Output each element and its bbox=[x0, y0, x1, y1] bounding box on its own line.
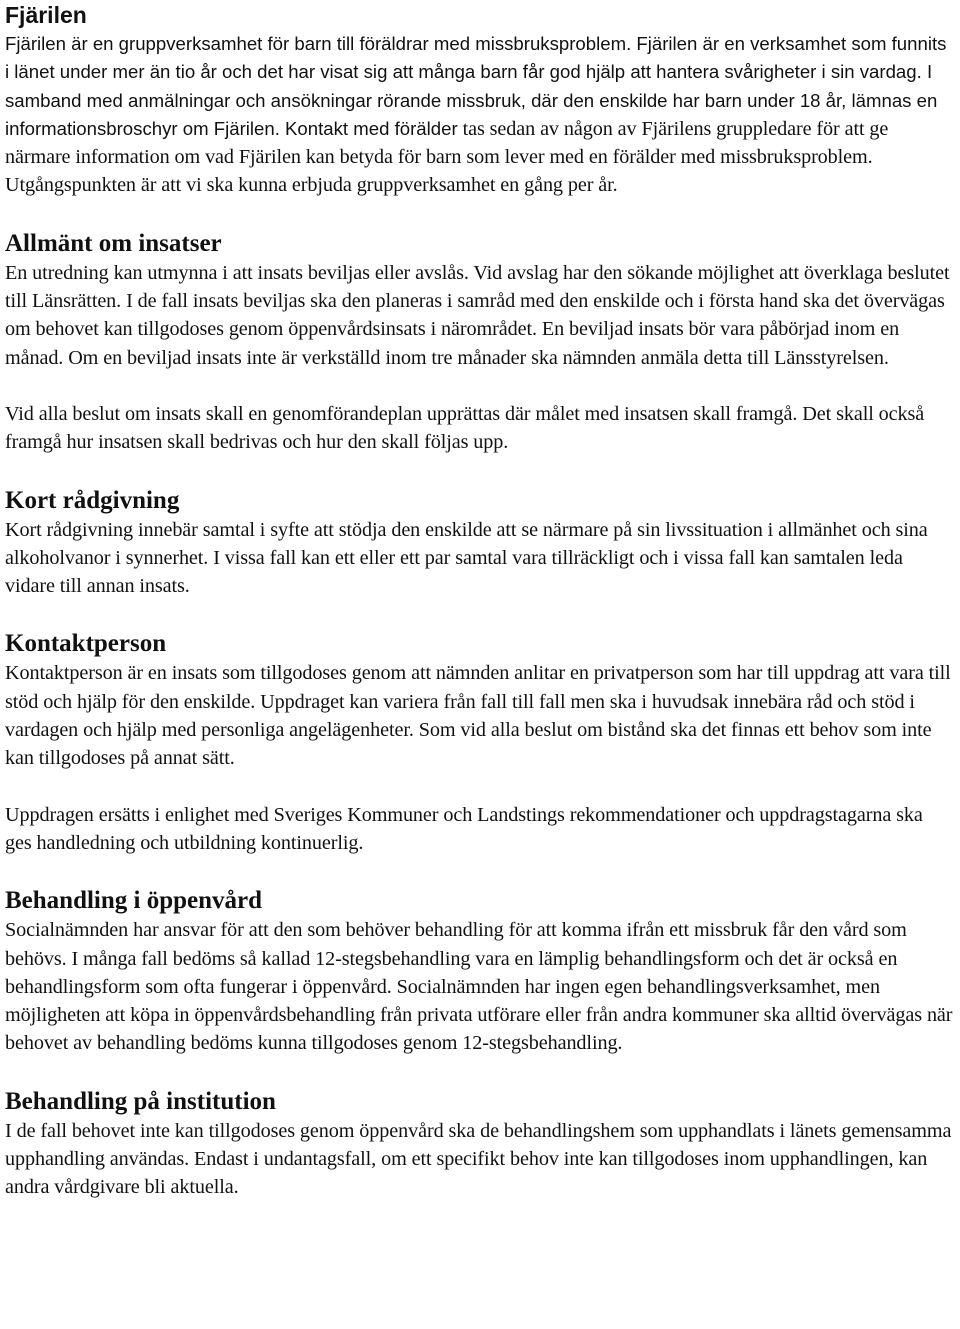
section-title-behandling-institution: Behandling på institution bbox=[5, 1087, 276, 1115]
section-fjarilen bbox=[5, 0, 954, 200]
section-allmant-om-insatser bbox=[5, 229, 954, 457]
paragraph-behandling-oppenvard: Socialnämnden har ansvar för att den som behöver behandling för att komma ifrån ett missbruk får den vård som behövs. I många fall bedöms så kallad 12-stegsbehandling vara en lämplig behandlingsform och det är också en behandlingsform som ofta fungerar i öppenvård. Socialnämnden har ingen egen behandlingsverksamhet, men möjligheten att köpa in öppenvårdsbehandling från privata utförare eller från andra kommuner ska alltid övervägas när behovet av behandling bedöms kunna tillgodoses genom 12-stegsbehandling. bbox=[5, 919, 953, 1055]
section-title-behandling-oppenvard: Behandling i öppenvård bbox=[5, 887, 263, 915]
paragraph-fjarilen bbox=[5, 30, 954, 200]
paragraph-kontaktperson-1: Kontaktperson är en insats som tillgodoses genom att nämnden anlitar en privatperson som har till uppdrag att vara till stöd och hjälp för den enskilde. Uppdraget kan variera från fall till fall men ska i huvudsak innebära råd och stöd i vardagen och hjälp med personliga angelägenheter. Som vid alla beslut om bistånd ska det finnas ett behov som inte kan tillgodoses på annat sätt. bbox=[5, 662, 951, 770]
paragraph-behandling-institution: I de fall behovet inte kan tillgodoses genom öppenvård ska de behandlingshem som upphandlats i länets gemensamma upphandling användas. Endast i undantagsfall, om ett specifikt behov inte kan tillgodoses inom upphandlingen, kan andra vårdgivare bli aktuella. bbox=[5, 1119, 952, 1199]
section-kontaktperson bbox=[5, 629, 954, 857]
paragraph-fjarilen-serif-part: tas sedan av någon av Fjärilens gruppledare för att ge närmare information om vad Fjärilen kan betyda för barn som lever med en förälder med missbruksproblem. Utgångspunkten är att vi ska kunna erbjuda gruppverksamhet en gång per år. bbox=[5, 117, 889, 197]
section-behandling-oppenvard bbox=[5, 886, 954, 1057]
section-title-kontaktperson: Kontaktperson bbox=[5, 630, 167, 658]
section-title-fjarilen: Fjärilen bbox=[5, 2, 87, 28]
section-kort-radgivning bbox=[5, 486, 954, 601]
paragraph-fjarilen-sans-part: Fjärilen är en gruppverksamhet för barn till föräldrar med missbruksproblem. Fjärilen är en verksamhet som funnits i länet under mer än tio år och det har visat sig att många barn får god hjälp att hantera svårigheter i sin vardag. I samband med anmälningar och ansökningar rörande missbruk, där den enskilde har barn under 18 år, lämnas en informationsbroschyr om Fjärilen. Kontakt med förälder bbox=[5, 33, 947, 139]
section-behandling-institution bbox=[5, 1087, 954, 1202]
paragraph-allmant-1: En utredning kan utmynna i att insats beviljas eller avslås. Vid avslag har den sökande möjlighet att överklaga beslutet till Länsrätten. I de fall insats beviljas ska den planeras i samråd med den enskilde och i första hand ska det övervägas om behovet kan tillgodoses genom öppenvårdsinsats i närområdet. En beviljad insats bör vara påbörjad inom en månad. Om en beviljad insats inte är verkställd inom tre månader ska nämnden anmäla detta till Länsstyrelsen. bbox=[5, 261, 950, 369]
section-title-kort-radgivning: Kort rådgivning bbox=[5, 486, 180, 514]
paragraph-kontaktperson-2: Uppdragen ersätts i enlighet med Sveriges Kommuner och Landstings rekommendationer och uppdragstagarna ska ges handledning och utbildning kontinuerlig. bbox=[5, 803, 923, 854]
section-title-allmant-om-insatser: Allmänt om insatser bbox=[5, 229, 222, 257]
paragraph-kort-radgivning: Kort rådgivning innebär samtal i syfte att stödja den enskilde att se närmare på sin livssituation i allmänhet och sina alkoholvanor i synnerhet. I vissa fall kan ett eller ett par samtal vara tillräckligt och i vissa fall kan samtalen leda vidare till annan insats. bbox=[5, 518, 928, 598]
paragraph-allmant-2: Vid alla beslut om insats skall en genomförandeplan upprättas där målet med insatsen skall framgå. Det skall också framgå hur insatsen skall bedrivas och hur den skall följas upp. bbox=[5, 402, 925, 454]
